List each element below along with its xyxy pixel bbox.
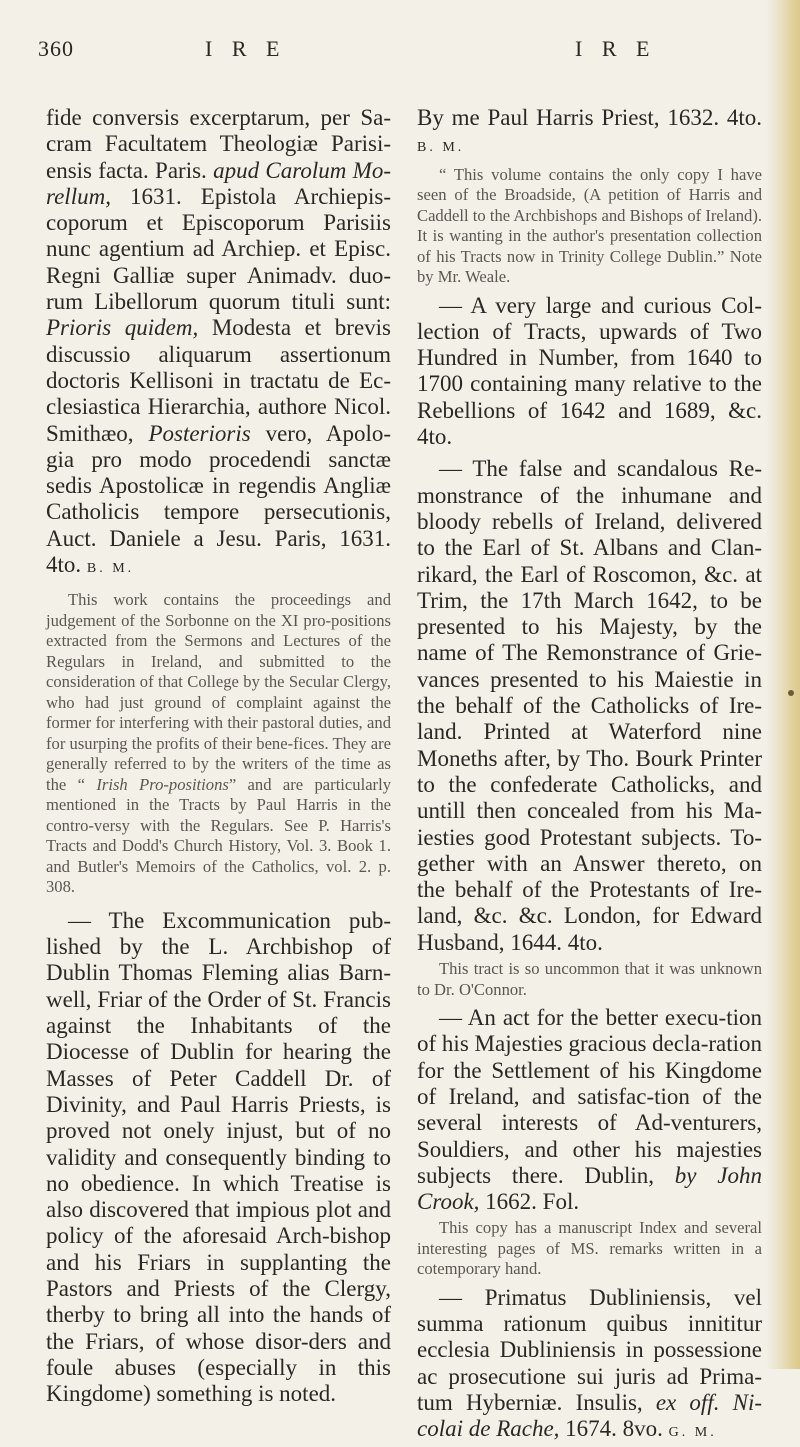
page-number: 360 [38,36,74,61]
page-speck [788,690,794,696]
location-mark: B. M. [86,561,135,577]
catalog-note: This work contains the proceedings and judgement of the Sorbonne on the XI pro-positions extracted from the Sermons and Lectures of the Regulars in Ireland, and submitted to the consideration of that College by the Secular Clergy, who had just ground of complaint against the former for interfering with their pastoral duties, and for usurping the profits of their bene-fices. They are generally referred to by the writers of the time as the “ Irish Pro-positions” and are particularly mentioned in the Tracts by Paul Harris in the contro-versy with the Regulars. See P. Harris's Tracts and Dodd's Church History, Vol. 3. Book 1. and Butler's Memoirs of the Catholics, vol. 2. p. 308. [46,590,391,897]
running-head-right: I R E [575,36,657,61]
catalog-entry: — An act for the better execu-tion of his Majesties gracious decla-ration for the Settlement of his Kingdome of Ireland, and satisfac-tion of the several interests of Ad-venturers, Souldiers, and other his majesties subjects there. Dublin, by John Crook, 1662. Fol. [417,1005,762,1215]
catalog-entry: — The false and scandalous Re-monstrance of the inhumane and bloody rebells of Ireland, delivered to the Earl of St. Albans and Clan-rikard, the Earl of Roscomon, &c. at Trim, the 17th March 1642, to be presented to his Majesty, by the name of The Remonstrance of Grie-vances presented to his Maiestie in the behalf of the Catholicks of Ire-land. Printed at Waterford nine Moneths after, by Tho. Bourk Printer to the confederate Catholicks, and untill then concealed from his Ma-iesties good Protestant subjects. To-gether with an Answer thereto, on the behalf of the Protestants of Ire-land, &c. &c. London, for Edward Husband, 1644. 4to. [417,456,762,955]
catalog-entry: — The Excommunication pub-lished by the L. Archbishop of Dublin Thomas Fleming alias Barn-well, Friar of the Order of St. Francis against the Inhabitants of the Diocesse of Dublin for hearing the Masses of Peter Caddell Dr. of Divinity, and Paul Harris Priests, is proved not onely injust, but of no validity and consequently binding to no obedience. In which Treatise is also discovered that impious plot and policy of the aforesaid Arch-bishop and his Friars in supplanting the Pastors and Priests of the Clergy, therby to bring all into the hands of the Friars, of whose disor-ders and foule abuses (especially in this Kingdome) something is noted. [46,907,391,1407]
left-column [46,105,391,1407]
catalog-entry: — A very large and curious Col-lection of Tracts, upwards of Two Hundred in Number, from 1640 to 1700 containing many relative to the Rebellions of 1642 and 1689, &c. 4to. [417,292,762,450]
catalog-entry: fide conversis excerptarum, per Sa-cram Facultatem Theologiæ Parisi-ensis facta. Paris. apud Carolum Mo-rellum, 1631. Epistola Archiepis-coporum et Episcoporum Parisiis nunc agentium ad Archiep. et Episc. Regni Galliæ super Animadv. duo-rum Libellorum quorum tituli sunt: Prioris quidem, Modesta et brevis discussio aliquarum assertionum doctoris Kellisoni in tractatu de Ec-clesiastica Hierarchia, authore Nicol. Smithæo, Posterioris vero, Apolo-gia pro modo procedendi sanctæ sedis Apostolicæ in regendis Angliæ Catholicis tempore persecutionis, Auct. Daniele a Jesu. Paris, 1631. 4to. B. M. [46,105,392,578]
right-column [417,105,762,1447]
catalog-note: This copy has a manuscript Index and several interesting pages of MS. remarks written in a cotemporary hand. [417,1218,762,1279]
location-mark: B. M. [417,140,465,156]
catalog-entry: By me Paul Harris Priest, 1632. 4to. B. M. [417,105,762,156]
catalog-entry: — Primatus Dubliniensis, vel summa rationum quibus innititur ecclesia Dubliniensis in possessione ac prosecutione sui juris ad Prima-tum Hyberniæ. Insulis, ex off. Ni-colai de Rache, 1674. 8vo. G. M. [417,1284,762,1442]
location-mark: G. M. [668,1425,717,1441]
catalog-note: This tract is so uncommon that it was unknown to Dr. O'Connor. [417,959,762,999]
running-head-left: I R E [205,36,287,61]
page-edge-shading [766,0,800,1369]
catalog-note: “ This volume contains the only copy I have seen of the Broadside, (A petition of Harris and Caddell to the Archbishops and Bishops of Ireland). It is wanting in the author's presentation collection of his Tracts now in Trinity College Dublin.” Note by Mr. Weale. [417,164,762,287]
